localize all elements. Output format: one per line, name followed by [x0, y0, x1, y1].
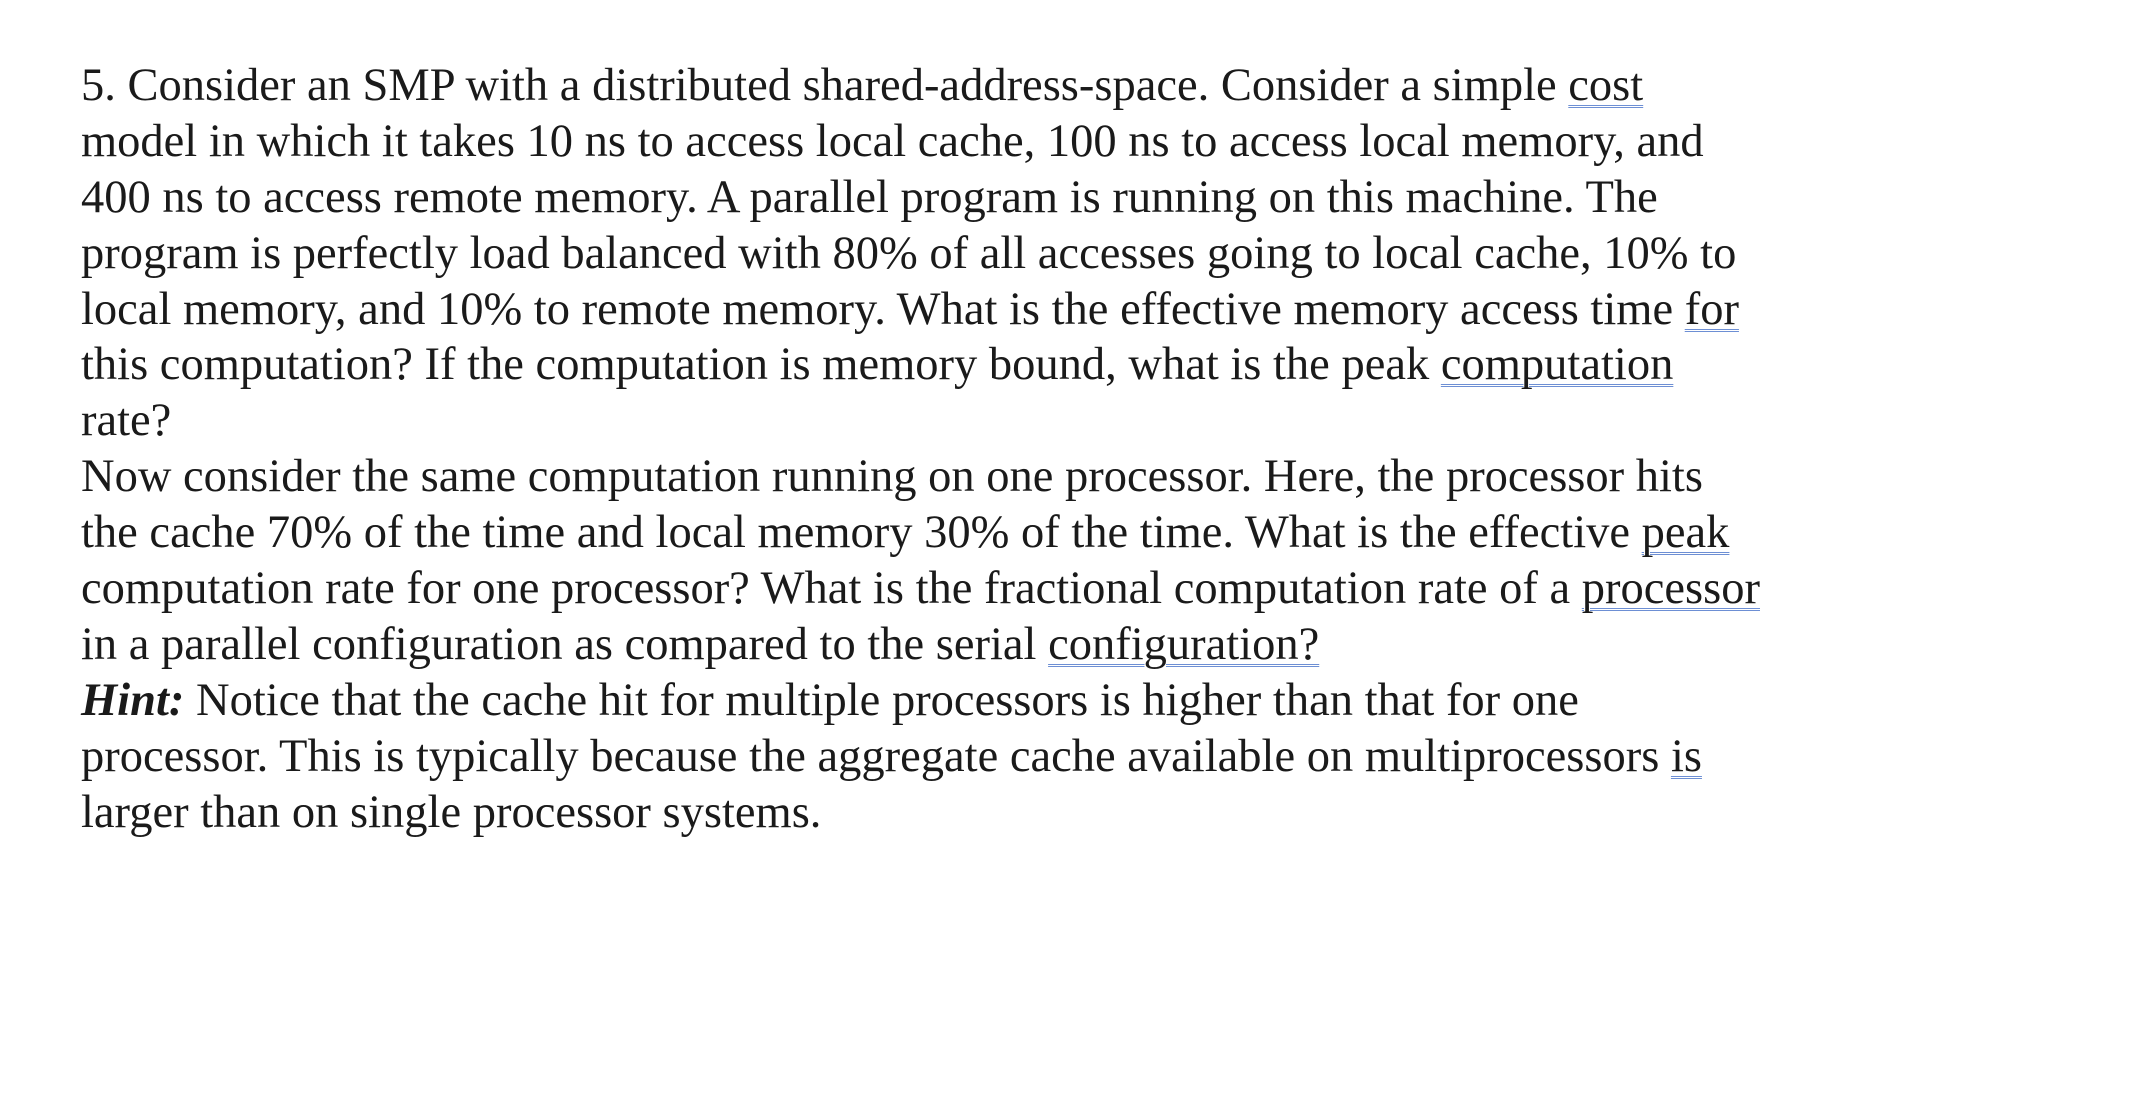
- text-segment: the cache 70% of the time and local memory 30% of the time. What is the effective: [81, 507, 1642, 559]
- grammar-flag-configuration[interactable]: configuration?: [1048, 618, 1320, 670]
- text-segment: in a parallel configuration as compared to the serial: [81, 618, 1049, 670]
- text-line: [81, 337, 1981, 393]
- text-line: [81, 617, 1981, 673]
- text-line: [81, 282, 1981, 338]
- hint-label: Hint:: [81, 674, 185, 726]
- text-segment: this computation? If the computation is memory bound, what is the peak: [81, 339, 1441, 391]
- grammar-flag-cost[interactable]: cost: [1568, 60, 1644, 111]
- text-segment: processor. This is typically because the aggregate cache available on multiprocessors: [81, 730, 1671, 782]
- text-segment: Notice that the cache hit for multiple processors is higher than that for one: [184, 674, 1579, 726]
- problem-number: 5.: [81, 60, 116, 111]
- text-line: [81, 673, 1981, 729]
- text-line: Now consider the same computation running on one processor. Here, the processor hits: [81, 451, 1703, 503]
- text-line: 400 ns to access remote memory. A parallel program is running on this machine. The: [81, 171, 1658, 223]
- text-segment: computation rate for one processor? What is the fractional computation rate of a: [81, 563, 1582, 615]
- grammar-flag-processor[interactable]: processor: [1581, 563, 1760, 615]
- text-line: model in which it takes 10 ns to access local cache, 100 ns to access local memory, and: [81, 115, 1704, 167]
- grammar-flag-peak[interactable]: peak: [1641, 507, 1730, 559]
- grammar-flag-computation[interactable]: computation: [1440, 339, 1674, 391]
- text-line: program is perfectly load balanced with 80% of all accesses going to local cache, 10% to: [81, 227, 1737, 279]
- text-line: rate?: [81, 395, 172, 447]
- grammar-flag-is[interactable]: is: [1670, 730, 1702, 782]
- grammar-flag-for[interactable]: for: [1684, 283, 1739, 335]
- text-line: [81, 561, 1981, 617]
- text-segment: local memory, and 10% to remote memory. What is the effective memory access time: [81, 283, 1685, 335]
- text-line: [81, 505, 1981, 561]
- single-processor-paragraph: [81, 449, 1981, 673]
- text-line: [81, 729, 1981, 785]
- document-body[interactable]: [81, 58, 1981, 840]
- text-segment: Consider an SMP with a distributed shared-address-space. Consider a simple: [127, 60, 1569, 111]
- text-line: [81, 58, 1981, 114]
- hint-paragraph: [81, 673, 1981, 841]
- text-line: larger than on single processor systems.: [81, 786, 822, 838]
- question-paragraph: [81, 58, 1981, 449]
